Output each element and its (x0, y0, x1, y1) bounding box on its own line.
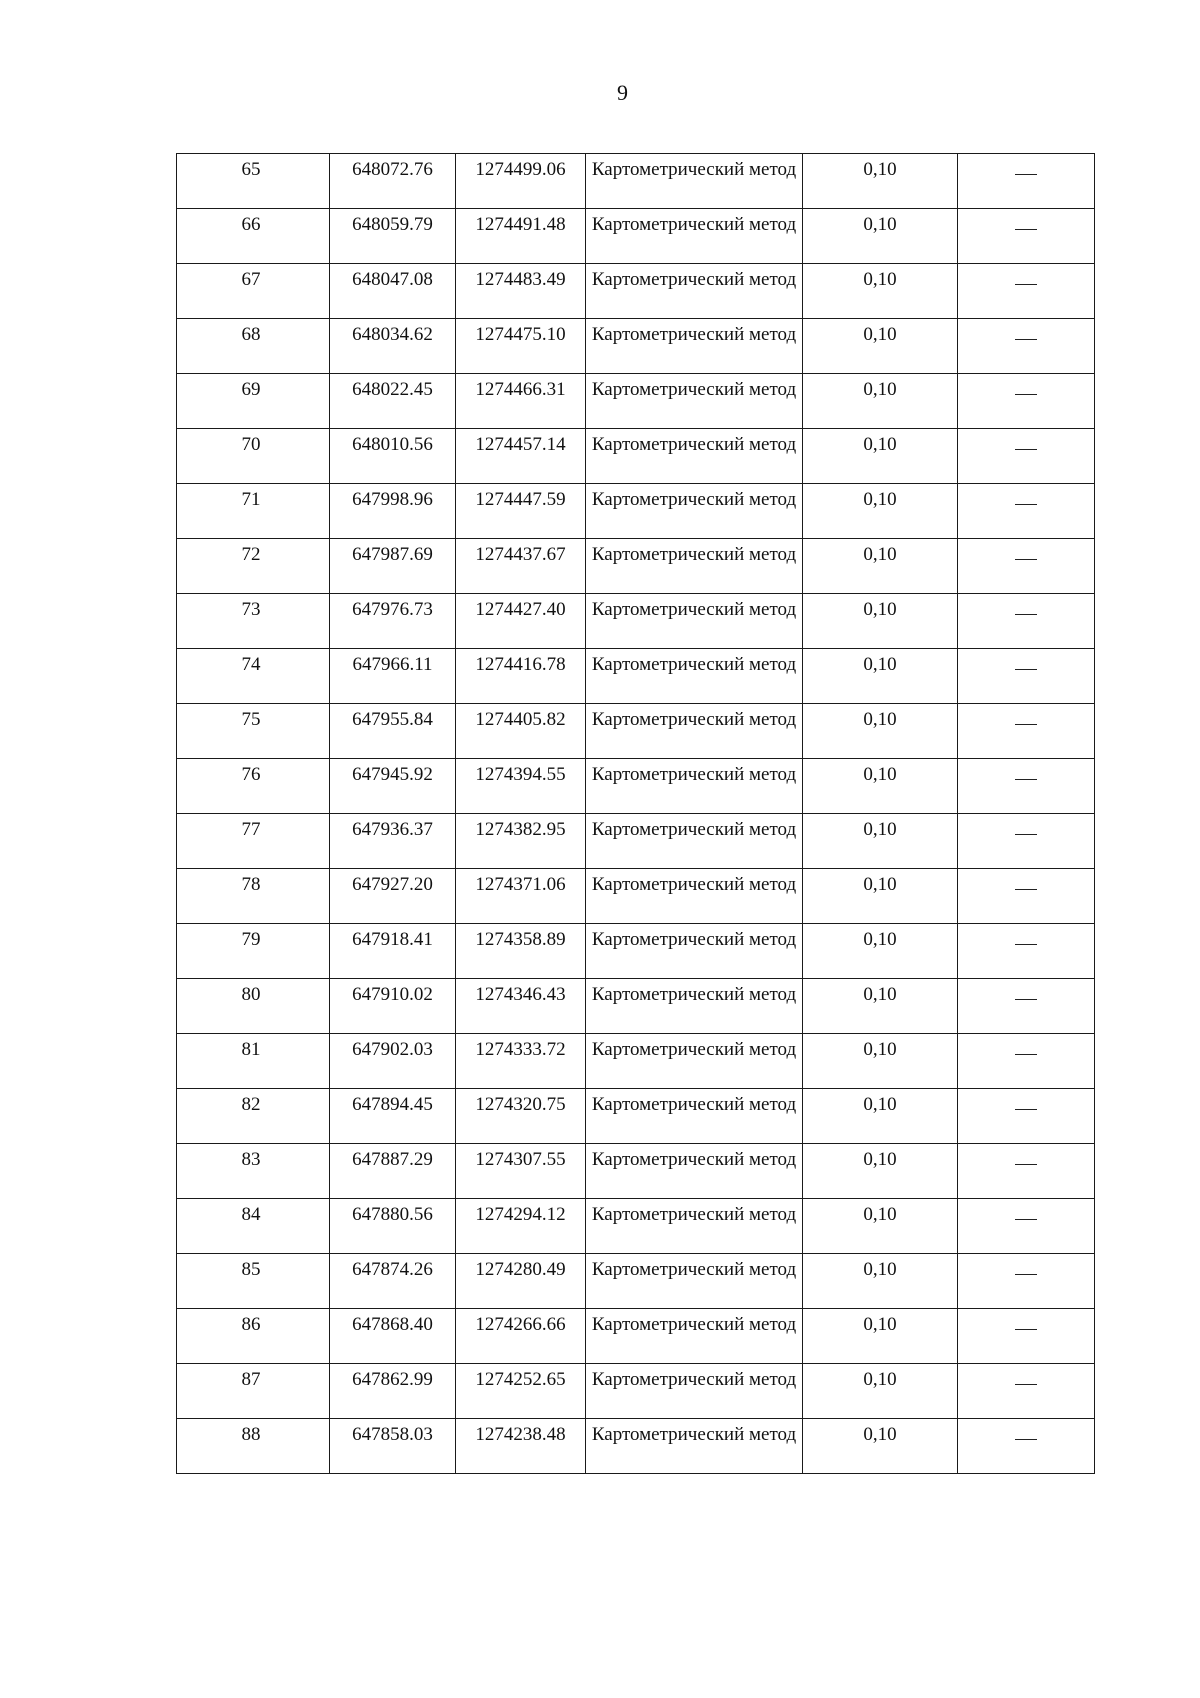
x-coordinate-cell: 648034.62 (330, 319, 456, 374)
method-cell: Картометрический метод (586, 264, 803, 319)
y-coordinate-cell: 1274437.67 (456, 539, 586, 594)
y-coordinate-cell: 1274427.40 (456, 594, 586, 649)
x-coordinate-cell: 647936.37 (330, 814, 456, 869)
note-cell (958, 484, 1095, 539)
dash-mark (1037, 1385, 1038, 1386)
point-number-cell: 69 (177, 374, 330, 429)
table-row (177, 704, 1095, 759)
x-coordinate-cell: 648072.76 (330, 154, 456, 209)
dash-line (1015, 449, 1037, 450)
y-coordinate-cell: 1274499.06 (456, 154, 586, 209)
accuracy-cell: 0,10 (803, 374, 958, 429)
method-cell: Картометрический метод (586, 979, 803, 1034)
point-number-cell: 85 (177, 1254, 330, 1309)
note-cell (958, 209, 1095, 264)
note-cell (958, 154, 1095, 209)
y-coordinate-cell: 1274358.89 (456, 924, 586, 979)
dash-mark (1037, 230, 1038, 231)
x-coordinate-cell: 647910.02 (330, 979, 456, 1034)
y-coordinate-cell: 1274371.06 (456, 869, 586, 924)
accuracy-cell: 0,10 (803, 759, 958, 814)
method-cell: Картометрический метод (586, 209, 803, 264)
method-cell: Картометрический метод (586, 484, 803, 539)
coordinates-table-body (177, 154, 1095, 1474)
method-cell: Картометрический метод (586, 374, 803, 429)
note-cell (958, 1144, 1095, 1199)
y-coordinate-cell: 1274394.55 (456, 759, 586, 814)
accuracy-cell: 0,10 (803, 429, 958, 484)
y-coordinate-cell: 1274405.82 (456, 704, 586, 759)
point-number-cell: 81 (177, 1034, 330, 1089)
table-row (177, 979, 1095, 1034)
dash-mark (1037, 395, 1038, 396)
dash-line (1015, 614, 1037, 615)
accuracy-cell: 0,10 (803, 484, 958, 539)
x-coordinate-cell: 647955.84 (330, 704, 456, 759)
note-cell (958, 264, 1095, 319)
accuracy-cell: 0,10 (803, 1034, 958, 1089)
method-cell: Картометрический метод (586, 924, 803, 979)
method-cell: Картометрический метод (586, 814, 803, 869)
table-row (177, 1309, 1095, 1364)
note-cell (958, 374, 1095, 429)
table-row (177, 1089, 1095, 1144)
note-cell (958, 319, 1095, 374)
accuracy-cell: 0,10 (803, 154, 958, 209)
dash-line (1015, 1274, 1037, 1275)
dash-line (1015, 1219, 1037, 1220)
y-coordinate-cell: 1274280.49 (456, 1254, 586, 1309)
note-cell (958, 594, 1095, 649)
table-row (177, 1254, 1095, 1309)
dash-mark (1037, 780, 1038, 781)
dash-line (1015, 1054, 1037, 1055)
note-cell (958, 1419, 1095, 1474)
table-row (177, 484, 1095, 539)
accuracy-cell: 0,10 (803, 1144, 958, 1199)
accuracy-cell: 0,10 (803, 704, 958, 759)
table-row (177, 1199, 1095, 1254)
dash-mark (1037, 835, 1038, 836)
method-cell: Картометрический метод (586, 1419, 803, 1474)
table-row (177, 154, 1095, 209)
x-coordinate-cell: 647976.73 (330, 594, 456, 649)
point-number-cell: 71 (177, 484, 330, 539)
table-row (177, 429, 1095, 484)
y-coordinate-cell: 1274382.95 (456, 814, 586, 869)
dash-line (1015, 779, 1037, 780)
coordinates-table (176, 153, 1095, 1474)
table-row (177, 594, 1095, 649)
dash-line (1015, 669, 1037, 670)
note-cell (958, 429, 1095, 484)
y-coordinate-cell: 1274252.65 (456, 1364, 586, 1419)
y-coordinate-cell: 1274447.59 (456, 484, 586, 539)
method-cell: Картометрический метод (586, 1254, 803, 1309)
point-number-cell: 68 (177, 319, 330, 374)
accuracy-cell: 0,10 (803, 1089, 958, 1144)
point-number-cell: 72 (177, 539, 330, 594)
table-row (177, 374, 1095, 429)
note-cell (958, 1199, 1095, 1254)
dash-mark (1037, 505, 1038, 506)
x-coordinate-cell: 647894.45 (330, 1089, 456, 1144)
method-cell: Картометрический метод (586, 869, 803, 924)
note-cell (958, 924, 1095, 979)
dash-mark (1037, 615, 1038, 616)
x-coordinate-cell: 648047.08 (330, 264, 456, 319)
method-cell: Картометрический метод (586, 594, 803, 649)
accuracy-cell: 0,10 (803, 319, 958, 374)
accuracy-cell: 0,10 (803, 1364, 958, 1419)
dash-mark (1037, 1440, 1038, 1441)
table-row (177, 1034, 1095, 1089)
dash-line (1015, 834, 1037, 835)
dash-line (1015, 229, 1037, 230)
dash-line (1015, 339, 1037, 340)
method-cell: Картометрический метод (586, 1089, 803, 1144)
accuracy-cell: 0,10 (803, 1254, 958, 1309)
point-number-cell: 73 (177, 594, 330, 649)
dash-mark (1037, 1110, 1038, 1111)
x-coordinate-cell: 647880.56 (330, 1199, 456, 1254)
y-coordinate-cell: 1274346.43 (456, 979, 586, 1034)
accuracy-cell: 0,10 (803, 869, 958, 924)
point-number-cell: 88 (177, 1419, 330, 1474)
table-row (177, 924, 1095, 979)
dash-mark (1037, 450, 1038, 451)
x-coordinate-cell: 648059.79 (330, 209, 456, 264)
note-cell (958, 869, 1095, 924)
y-coordinate-cell: 1274333.72 (456, 1034, 586, 1089)
dash-line (1015, 394, 1037, 395)
point-number-cell: 80 (177, 979, 330, 1034)
point-number-cell: 75 (177, 704, 330, 759)
point-number-cell: 65 (177, 154, 330, 209)
table-row (177, 814, 1095, 869)
point-number-cell: 66 (177, 209, 330, 264)
dash-line (1015, 1164, 1037, 1165)
y-coordinate-cell: 1274466.31 (456, 374, 586, 429)
x-coordinate-cell: 647868.40 (330, 1309, 456, 1364)
y-coordinate-cell: 1274475.10 (456, 319, 586, 374)
point-number-cell: 86 (177, 1309, 330, 1364)
x-coordinate-cell: 647998.96 (330, 484, 456, 539)
dash-line (1015, 889, 1037, 890)
point-number-cell: 70 (177, 429, 330, 484)
x-coordinate-cell: 647987.69 (330, 539, 456, 594)
accuracy-cell: 0,10 (803, 979, 958, 1034)
y-coordinate-cell: 1274416.78 (456, 649, 586, 704)
point-number-cell: 67 (177, 264, 330, 319)
point-number-cell: 74 (177, 649, 330, 704)
dash-line (1015, 174, 1037, 175)
accuracy-cell: 0,10 (803, 924, 958, 979)
dash-line (1015, 944, 1037, 945)
y-coordinate-cell: 1274320.75 (456, 1089, 586, 1144)
note-cell (958, 814, 1095, 869)
dash-line (1015, 559, 1037, 560)
point-number-cell: 77 (177, 814, 330, 869)
note-cell (958, 1254, 1095, 1309)
table-row (177, 264, 1095, 319)
note-cell (958, 979, 1095, 1034)
x-coordinate-cell: 647927.20 (330, 869, 456, 924)
method-cell: Картометрический метод (586, 1034, 803, 1089)
dash-mark (1037, 1330, 1038, 1331)
dash-line (1015, 504, 1037, 505)
point-number-cell: 82 (177, 1089, 330, 1144)
table-row (177, 319, 1095, 374)
dash-line (1015, 284, 1037, 285)
point-number-cell: 79 (177, 924, 330, 979)
x-coordinate-cell: 648022.45 (330, 374, 456, 429)
dash-mark (1037, 1165, 1038, 1166)
dash-mark (1037, 560, 1038, 561)
dash-line (1015, 999, 1037, 1000)
x-coordinate-cell: 647966.11 (330, 649, 456, 704)
accuracy-cell: 0,10 (803, 814, 958, 869)
dash-mark (1037, 725, 1038, 726)
dash-mark (1037, 1000, 1038, 1001)
dash-mark (1037, 285, 1038, 286)
point-number-cell: 78 (177, 869, 330, 924)
method-cell: Картометрический метод (586, 649, 803, 704)
y-coordinate-cell: 1274238.48 (456, 1419, 586, 1474)
dash-mark (1037, 1055, 1038, 1056)
method-cell: Картометрический метод (586, 704, 803, 759)
note-cell (958, 1089, 1095, 1144)
dash-mark (1037, 1220, 1038, 1221)
accuracy-cell: 0,10 (803, 1419, 958, 1474)
accuracy-cell: 0,10 (803, 594, 958, 649)
method-cell: Картометрический метод (586, 1309, 803, 1364)
accuracy-cell: 0,10 (803, 649, 958, 704)
y-coordinate-cell: 1274491.48 (456, 209, 586, 264)
dash-mark (1037, 175, 1038, 176)
point-number-cell: 87 (177, 1364, 330, 1419)
note-cell (958, 759, 1095, 814)
dash-line (1015, 1329, 1037, 1330)
accuracy-cell: 0,10 (803, 539, 958, 594)
note-cell (958, 539, 1095, 594)
note-cell (958, 1364, 1095, 1419)
table-row (177, 649, 1095, 704)
dash-line (1015, 724, 1037, 725)
note-cell (958, 704, 1095, 759)
point-number-cell: 76 (177, 759, 330, 814)
page-number: 9 (617, 80, 628, 105)
x-coordinate-cell: 647858.03 (330, 1419, 456, 1474)
x-coordinate-cell: 647874.26 (330, 1254, 456, 1309)
dash-line (1015, 1439, 1037, 1440)
method-cell: Картометрический метод (586, 759, 803, 814)
table-row (177, 209, 1095, 264)
method-cell: Картометрический метод (586, 1199, 803, 1254)
method-cell: Картометрический метод (586, 539, 803, 594)
y-coordinate-cell: 1274483.49 (456, 264, 586, 319)
x-coordinate-cell: 647862.99 (330, 1364, 456, 1419)
accuracy-cell: 0,10 (803, 264, 958, 319)
table-row (177, 1364, 1095, 1419)
method-cell: Картометрический метод (586, 154, 803, 209)
y-coordinate-cell: 1274266.66 (456, 1309, 586, 1364)
x-coordinate-cell: 647902.03 (330, 1034, 456, 1089)
point-number-cell: 84 (177, 1199, 330, 1254)
note-cell (958, 649, 1095, 704)
dash-mark (1037, 945, 1038, 946)
method-cell: Картометрический метод (586, 1364, 803, 1419)
table-row (177, 539, 1095, 594)
dash-line (1015, 1109, 1037, 1110)
x-coordinate-cell: 647945.92 (330, 759, 456, 814)
dash-mark (1037, 340, 1038, 341)
table-row (177, 1144, 1095, 1199)
table-row (177, 759, 1095, 814)
x-coordinate-cell: 648010.56 (330, 429, 456, 484)
dash-mark (1037, 890, 1038, 891)
dash-mark (1037, 670, 1038, 671)
table-row (177, 869, 1095, 924)
method-cell: Картометрический метод (586, 1144, 803, 1199)
y-coordinate-cell: 1274457.14 (456, 429, 586, 484)
y-coordinate-cell: 1274307.55 (456, 1144, 586, 1199)
note-cell (958, 1034, 1095, 1089)
accuracy-cell: 0,10 (803, 209, 958, 264)
x-coordinate-cell: 647918.41 (330, 924, 456, 979)
note-cell (958, 1309, 1095, 1364)
y-coordinate-cell: 1274294.12 (456, 1199, 586, 1254)
method-cell: Картометрический метод (586, 429, 803, 484)
dash-line (1015, 1384, 1037, 1385)
point-number-cell: 83 (177, 1144, 330, 1199)
table-row (177, 1419, 1095, 1474)
accuracy-cell: 0,10 (803, 1199, 958, 1254)
dash-mark (1037, 1275, 1038, 1276)
method-cell: Картометрический метод (586, 319, 803, 374)
x-coordinate-cell: 647887.29 (330, 1144, 456, 1199)
accuracy-cell: 0,10 (803, 1309, 958, 1364)
